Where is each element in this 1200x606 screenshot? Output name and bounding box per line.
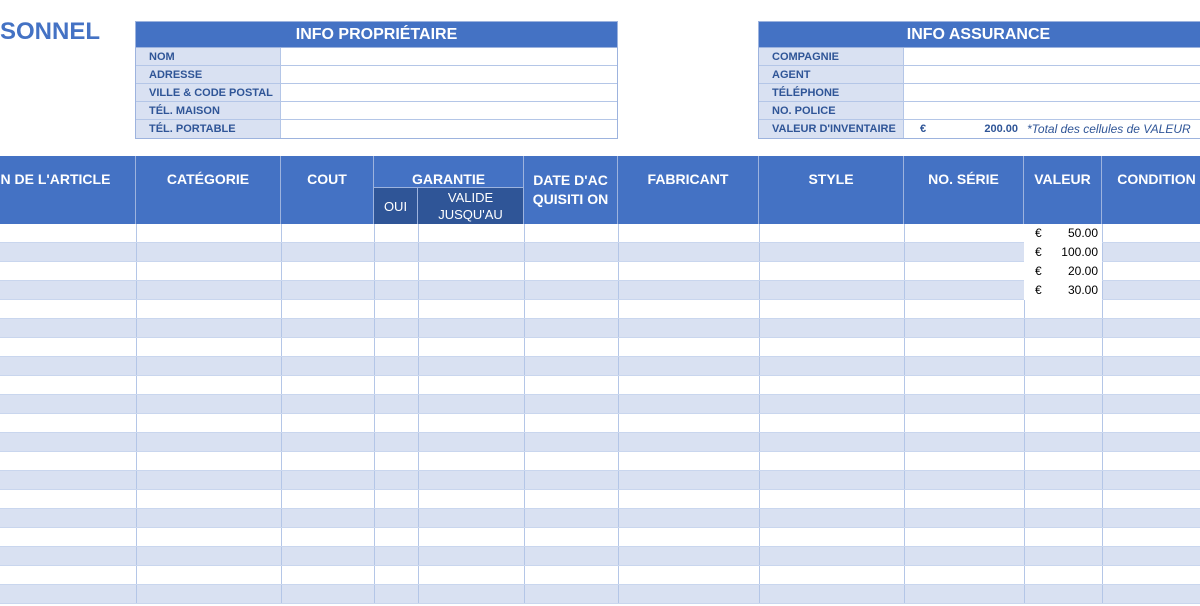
insurance-row-agent bbox=[759, 66, 1200, 84]
column-divider bbox=[1024, 376, 1025, 394]
column-divider bbox=[1102, 452, 1103, 470]
column-divider bbox=[1102, 509, 1103, 527]
column-divider bbox=[281, 319, 282, 337]
owner-address-label: ADRESSE bbox=[136, 66, 281, 83]
owner-mobile-field[interactable] bbox=[281, 120, 617, 138]
column-divider bbox=[136, 547, 137, 565]
column-divider bbox=[418, 224, 419, 242]
column-divider bbox=[524, 585, 525, 603]
insurance-phone-field[interactable] bbox=[904, 84, 1200, 101]
col-condition: CONDITION bbox=[1102, 156, 1200, 224]
valeur-currency: € bbox=[1035, 245, 1042, 259]
table-row[interactable] bbox=[0, 338, 1200, 357]
col-garantie-valide: VALIDE JUSQU'AU bbox=[418, 188, 524, 224]
table-row[interactable] bbox=[0, 300, 1200, 319]
column-divider bbox=[281, 509, 282, 527]
col-serie: NO. SÉRIE bbox=[904, 156, 1024, 224]
column-divider bbox=[759, 376, 760, 394]
column-divider bbox=[759, 471, 760, 489]
column-divider bbox=[524, 262, 525, 280]
table-row[interactable] bbox=[0, 585, 1200, 604]
owner-city-field[interactable] bbox=[281, 84, 617, 101]
column-divider bbox=[618, 471, 619, 489]
table-row[interactable] bbox=[0, 243, 1200, 262]
column-divider bbox=[1102, 547, 1103, 565]
table-row[interactable] bbox=[0, 471, 1200, 490]
column-divider bbox=[524, 547, 525, 565]
table-row[interactable] bbox=[0, 452, 1200, 471]
column-divider bbox=[418, 338, 419, 356]
valeur-cell[interactable] bbox=[1024, 224, 1102, 243]
table-row[interactable] bbox=[0, 509, 1200, 528]
column-divider bbox=[904, 528, 905, 546]
column-divider bbox=[524, 509, 525, 527]
column-divider bbox=[281, 224, 282, 242]
column-divider bbox=[524, 528, 525, 546]
column-divider bbox=[524, 452, 525, 470]
col-categorie: CATÉGORIE bbox=[136, 156, 281, 224]
column-divider bbox=[618, 566, 619, 584]
column-divider bbox=[1102, 262, 1103, 280]
owner-home-phone-label: TÉL. MAISON bbox=[136, 102, 281, 119]
column-divider bbox=[418, 319, 419, 337]
column-divider bbox=[1024, 319, 1025, 337]
table-row[interactable] bbox=[0, 395, 1200, 414]
column-divider bbox=[374, 376, 375, 394]
column-divider bbox=[418, 281, 419, 299]
insurance-row-policy bbox=[759, 102, 1200, 120]
column-divider bbox=[136, 490, 137, 508]
column-divider bbox=[759, 243, 760, 261]
insurance-info-header: INFO ASSURANCE bbox=[759, 22, 1200, 48]
col-fabricant: FABRICANT bbox=[618, 156, 759, 224]
column-divider bbox=[904, 433, 905, 451]
table-header-row bbox=[0, 156, 1200, 224]
column-divider bbox=[524, 300, 525, 318]
column-divider bbox=[281, 528, 282, 546]
column-divider bbox=[524, 395, 525, 413]
owner-mobile-label: TÉL. PORTABLE bbox=[136, 120, 281, 138]
column-divider bbox=[759, 224, 760, 242]
owner-row-address bbox=[136, 66, 617, 84]
column-divider bbox=[618, 547, 619, 565]
column-divider bbox=[904, 547, 905, 565]
owner-home-phone-field[interactable] bbox=[281, 102, 617, 119]
column-divider bbox=[418, 509, 419, 527]
column-divider bbox=[524, 490, 525, 508]
table-row[interactable] bbox=[0, 357, 1200, 376]
column-divider bbox=[618, 395, 619, 413]
column-divider bbox=[1102, 376, 1103, 394]
inventory-note: *Total des cellules de VALEUR bbox=[1027, 122, 1191, 136]
column-divider bbox=[759, 262, 760, 280]
owner-row-city bbox=[136, 84, 617, 102]
column-divider bbox=[618, 338, 619, 356]
column-divider bbox=[418, 243, 419, 261]
column-divider bbox=[418, 433, 419, 451]
column-divider bbox=[374, 224, 375, 242]
valeur-amount: 30.00 bbox=[1067, 283, 1098, 297]
column-divider bbox=[618, 281, 619, 299]
column-divider bbox=[524, 376, 525, 394]
column-divider bbox=[1102, 243, 1103, 261]
column-divider bbox=[618, 319, 619, 337]
column-divider bbox=[1024, 452, 1025, 470]
column-divider bbox=[418, 471, 419, 489]
valeur-cell[interactable] bbox=[1024, 281, 1102, 300]
column-divider bbox=[1102, 471, 1103, 489]
column-divider bbox=[418, 357, 419, 375]
column-divider bbox=[281, 300, 282, 318]
inventory-amount: 200.00 bbox=[984, 123, 1018, 135]
column-divider bbox=[374, 281, 375, 299]
column-divider bbox=[418, 528, 419, 546]
column-divider bbox=[136, 395, 137, 413]
owner-info-panel bbox=[135, 21, 618, 139]
inventory-value-cell bbox=[904, 120, 1200, 138]
column-divider bbox=[281, 585, 282, 603]
column-divider bbox=[374, 319, 375, 337]
column-divider bbox=[136, 357, 137, 375]
column-divider bbox=[759, 528, 760, 546]
insurance-policy-label: NO. POLICE bbox=[759, 102, 904, 119]
column-divider bbox=[281, 338, 282, 356]
col-style: STYLE bbox=[759, 156, 904, 224]
column-divider bbox=[904, 585, 905, 603]
column-divider bbox=[618, 262, 619, 280]
insurance-row-phone bbox=[759, 84, 1200, 102]
column-divider bbox=[374, 300, 375, 318]
col-article: N DE L'ARTICLE bbox=[0, 156, 136, 224]
table-row[interactable] bbox=[0, 262, 1200, 281]
column-divider bbox=[418, 262, 419, 280]
column-divider bbox=[418, 585, 419, 603]
col-garantie-oui: OUI bbox=[374, 188, 418, 224]
column-divider bbox=[759, 414, 760, 432]
column-divider bbox=[374, 243, 375, 261]
column-divider bbox=[136, 509, 137, 527]
table-row[interactable] bbox=[0, 281, 1200, 300]
column-divider bbox=[618, 433, 619, 451]
insurance-phone-label: TÉLÉPHONE bbox=[759, 84, 904, 101]
column-divider bbox=[136, 566, 137, 584]
column-divider bbox=[759, 300, 760, 318]
column-divider bbox=[136, 281, 137, 299]
column-divider bbox=[374, 490, 375, 508]
valeur-currency: € bbox=[1035, 264, 1042, 278]
table-row[interactable] bbox=[0, 433, 1200, 452]
column-divider bbox=[618, 376, 619, 394]
column-divider bbox=[374, 471, 375, 489]
column-divider bbox=[1024, 414, 1025, 432]
column-divider bbox=[374, 528, 375, 546]
column-divider bbox=[1024, 547, 1025, 565]
column-divider bbox=[759, 566, 760, 584]
column-divider bbox=[1024, 585, 1025, 603]
column-divider bbox=[418, 566, 419, 584]
column-divider bbox=[1024, 490, 1025, 508]
column-divider bbox=[1024, 433, 1025, 451]
column-divider bbox=[281, 414, 282, 432]
insurance-agent-label: AGENT bbox=[759, 66, 904, 83]
owner-row-home-phone bbox=[136, 102, 617, 120]
owner-name-label: NOM bbox=[136, 48, 281, 65]
col-date-acquisition: DATE D'ACQUISITI ON bbox=[524, 156, 618, 224]
column-divider bbox=[1102, 585, 1103, 603]
column-divider bbox=[1102, 395, 1103, 413]
table-row[interactable] bbox=[0, 528, 1200, 547]
insurance-policy-field[interactable] bbox=[904, 102, 1200, 119]
valeur-amount: 50.00 bbox=[1067, 226, 1098, 240]
column-divider bbox=[524, 319, 525, 337]
table-row[interactable] bbox=[0, 224, 1200, 243]
column-divider bbox=[1102, 490, 1103, 508]
column-divider bbox=[136, 300, 137, 318]
column-divider bbox=[904, 376, 905, 394]
column-divider bbox=[1102, 281, 1103, 299]
table-row[interactable] bbox=[0, 566, 1200, 585]
valeur-amount: 20.00 bbox=[1067, 264, 1098, 278]
column-divider bbox=[618, 300, 619, 318]
column-divider bbox=[618, 243, 619, 261]
column-divider bbox=[759, 509, 760, 527]
insurance-company-field[interactable] bbox=[904, 48, 1200, 65]
column-divider bbox=[136, 319, 137, 337]
column-divider bbox=[904, 414, 905, 432]
column-divider bbox=[618, 585, 619, 603]
column-divider bbox=[904, 566, 905, 584]
column-divider bbox=[281, 281, 282, 299]
valeur-currency: € bbox=[1035, 283, 1042, 297]
column-divider bbox=[418, 395, 419, 413]
column-divider bbox=[281, 433, 282, 451]
owner-row-name bbox=[136, 48, 617, 66]
column-divider bbox=[904, 300, 905, 318]
column-divider bbox=[418, 490, 419, 508]
column-divider bbox=[618, 509, 619, 527]
column-divider bbox=[618, 490, 619, 508]
column-divider bbox=[136, 471, 137, 489]
column-divider bbox=[374, 357, 375, 375]
column-divider bbox=[618, 414, 619, 432]
column-divider bbox=[1024, 338, 1025, 356]
column-divider bbox=[904, 281, 905, 299]
column-divider bbox=[618, 357, 619, 375]
col-cout: COUT bbox=[281, 156, 374, 224]
column-divider bbox=[374, 509, 375, 527]
column-divider bbox=[418, 547, 419, 565]
column-divider bbox=[374, 433, 375, 451]
column-divider bbox=[759, 452, 760, 470]
column-divider bbox=[281, 452, 282, 470]
column-divider bbox=[904, 471, 905, 489]
col-garantie: GARANTIE bbox=[374, 156, 524, 188]
column-divider bbox=[904, 395, 905, 413]
column-divider bbox=[281, 566, 282, 584]
column-divider bbox=[904, 338, 905, 356]
insurance-agent-field[interactable] bbox=[904, 66, 1200, 83]
column-divider bbox=[759, 585, 760, 603]
column-divider bbox=[618, 528, 619, 546]
column-divider bbox=[136, 338, 137, 356]
column-divider bbox=[136, 414, 137, 432]
column-divider bbox=[759, 395, 760, 413]
column-divider bbox=[1024, 471, 1025, 489]
column-divider bbox=[281, 395, 282, 413]
column-divider bbox=[374, 338, 375, 356]
table-row[interactable] bbox=[0, 490, 1200, 509]
column-divider bbox=[524, 566, 525, 584]
column-divider bbox=[1024, 566, 1025, 584]
column-divider bbox=[136, 528, 137, 546]
column-divider bbox=[759, 547, 760, 565]
column-divider bbox=[281, 471, 282, 489]
insurance-company-label: COMPAGNIE bbox=[759, 48, 904, 65]
col-valeur: VALEUR bbox=[1024, 156, 1102, 224]
column-divider bbox=[374, 547, 375, 565]
column-divider bbox=[374, 452, 375, 470]
column-divider bbox=[524, 433, 525, 451]
column-divider bbox=[374, 585, 375, 603]
column-divider bbox=[136, 585, 137, 603]
owner-name-field[interactable] bbox=[281, 48, 617, 65]
table-row[interactable] bbox=[0, 414, 1200, 433]
column-divider bbox=[1102, 300, 1103, 318]
column-divider bbox=[136, 452, 137, 470]
page-title: SONNEL bbox=[0, 18, 101, 45]
inventory-table bbox=[0, 156, 1200, 604]
column-divider bbox=[281, 490, 282, 508]
column-divider bbox=[759, 338, 760, 356]
column-divider bbox=[418, 376, 419, 394]
column-divider bbox=[759, 319, 760, 337]
column-divider bbox=[1102, 319, 1103, 337]
column-divider bbox=[136, 243, 137, 261]
column-divider bbox=[904, 243, 905, 261]
column-divider bbox=[374, 414, 375, 432]
column-divider bbox=[418, 452, 419, 470]
column-divider bbox=[374, 566, 375, 584]
column-divider bbox=[1024, 528, 1025, 546]
table-body bbox=[0, 224, 1200, 604]
column-divider bbox=[904, 319, 905, 337]
inventory-value-label: VALEUR D'INVENTAIRE bbox=[759, 120, 904, 138]
column-divider bbox=[759, 357, 760, 375]
column-divider bbox=[1102, 528, 1103, 546]
insurance-info-panel bbox=[758, 21, 1200, 139]
column-divider bbox=[759, 490, 760, 508]
valeur-cell[interactable] bbox=[1024, 262, 1102, 281]
column-divider bbox=[374, 395, 375, 413]
column-divider bbox=[136, 262, 137, 280]
column-divider bbox=[1102, 357, 1103, 375]
column-divider bbox=[759, 433, 760, 451]
column-divider bbox=[524, 357, 525, 375]
column-divider bbox=[904, 224, 905, 242]
column-divider bbox=[904, 509, 905, 527]
valeur-amount: 100.00 bbox=[1061, 245, 1098, 259]
column-divider bbox=[281, 376, 282, 394]
valeur-currency: € bbox=[1035, 226, 1042, 240]
column-divider bbox=[1024, 300, 1025, 318]
owner-row-mobile bbox=[136, 120, 617, 138]
column-divider bbox=[524, 338, 525, 356]
column-divider bbox=[1102, 414, 1103, 432]
column-divider bbox=[281, 262, 282, 280]
column-divider bbox=[1102, 433, 1103, 451]
valeur-cell[interactable] bbox=[1024, 243, 1102, 262]
column-divider bbox=[1102, 224, 1103, 242]
column-divider bbox=[904, 357, 905, 375]
table-row[interactable] bbox=[0, 547, 1200, 566]
insurance-row-inventory bbox=[759, 120, 1200, 138]
column-divider bbox=[281, 243, 282, 261]
column-divider bbox=[759, 281, 760, 299]
column-divider bbox=[1024, 357, 1025, 375]
column-divider bbox=[418, 300, 419, 318]
column-divider bbox=[136, 376, 137, 394]
column-divider bbox=[524, 224, 525, 242]
owner-address-field[interactable] bbox=[281, 66, 617, 83]
column-divider bbox=[418, 414, 419, 432]
column-divider bbox=[618, 224, 619, 242]
column-divider bbox=[136, 433, 137, 451]
column-divider bbox=[1102, 338, 1103, 356]
column-divider bbox=[904, 262, 905, 280]
column-divider bbox=[618, 452, 619, 470]
column-divider bbox=[136, 224, 137, 242]
column-divider bbox=[1024, 395, 1025, 413]
column-divider bbox=[281, 547, 282, 565]
owner-city-label: VILLE & CODE POSTAL bbox=[136, 84, 281, 101]
column-divider bbox=[374, 262, 375, 280]
column-divider bbox=[524, 243, 525, 261]
table-row[interactable] bbox=[0, 319, 1200, 338]
owner-info-header: INFO PROPRIÉTAIRE bbox=[136, 22, 617, 48]
column-divider bbox=[524, 471, 525, 489]
column-divider bbox=[904, 452, 905, 470]
column-divider bbox=[1024, 509, 1025, 527]
column-divider bbox=[1102, 566, 1103, 584]
inventory-currency: € bbox=[920, 123, 927, 135]
table-row[interactable] bbox=[0, 376, 1200, 395]
column-divider bbox=[524, 414, 525, 432]
column-divider bbox=[524, 281, 525, 299]
column-divider bbox=[904, 490, 905, 508]
insurance-row-company bbox=[759, 48, 1200, 66]
column-divider bbox=[281, 357, 282, 375]
